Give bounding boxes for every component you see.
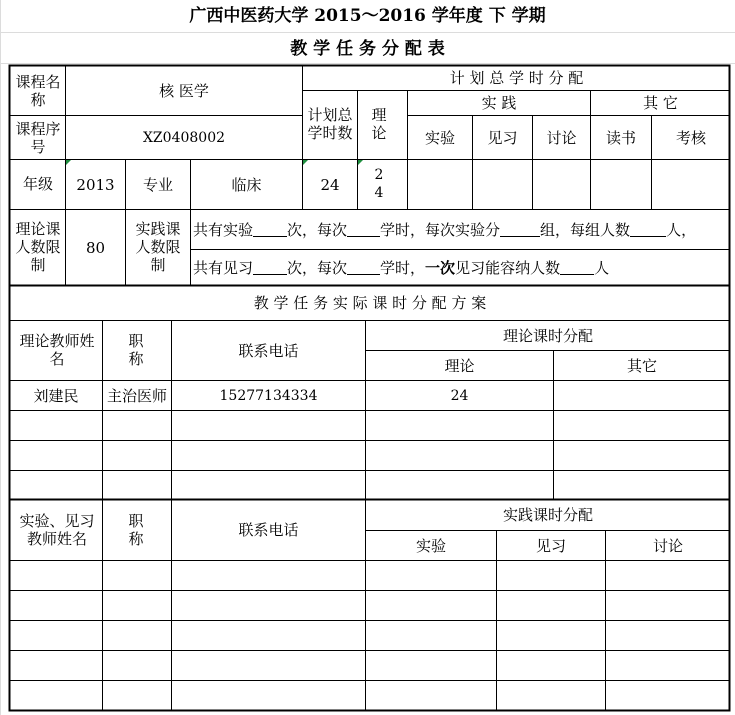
- plan-practice-label: 实 践: [481, 94, 517, 112]
- theory-teacher-label: 理论教师姓名: [19, 332, 95, 368]
- experiment-groups-blank[interactable]: [500, 222, 540, 237]
- plan-total-value[interactable]: 24: [320, 175, 340, 194]
- observe-note-text: 见习能容纳人数: [455, 258, 561, 277]
- observe-note-text: 一次: [425, 258, 456, 277]
- experiment-note-text: 学时，每次实验分: [380, 220, 501, 239]
- theory-phone-label: 联系电话: [238, 341, 299, 360]
- grade-label: 年级: [22, 175, 53, 193]
- course-code-label: 课程序号: [15, 119, 61, 156]
- teacher-phone-cell[interactable]: 15277134334: [219, 387, 318, 404]
- observe-note-text: 次，每次: [287, 258, 348, 277]
- grade-value[interactable]: 2013: [76, 175, 115, 194]
- experiment-col-label: 实验: [415, 536, 446, 555]
- teacher-other-hours-cell[interactable]: [554, 381, 730, 410]
- comment-marker-icon: [358, 160, 363, 165]
- observe-note-text: 学时，: [380, 258, 426, 277]
- observe-capacity-blank[interactable]: [560, 260, 594, 275]
- experiment-note-text: 组，每组人数: [540, 220, 631, 239]
- course-code-value[interactable]: XZ0408002: [142, 129, 226, 146]
- plan-observe-label: 见习: [487, 128, 518, 147]
- observe-count-blank[interactable]: [253, 260, 287, 275]
- page-title: 广西中医药大学 2015～2016 学年度 下 学期: [189, 6, 546, 26]
- discussion-col-label: 讨论: [652, 536, 683, 555]
- observe-note: [193, 250, 730, 285]
- page-subtitle: 教 学 任 务 分 配 表: [290, 39, 445, 59]
- course-name-label: 课程名称: [15, 73, 61, 109]
- actual-plan-header: 教 学 任 务 实 际 课 时 分 配 方 案: [253, 294, 487, 312]
- theory-limit-label: 理论课人数限制: [15, 220, 61, 274]
- plan-experiment-label: 实验: [424, 128, 455, 147]
- practice-phone-label: 联系电话: [238, 521, 299, 539]
- experiment-hours-blank[interactable]: [347, 222, 380, 237]
- theory-col-label: 理论: [444, 356, 475, 375]
- observe-hours-blank[interactable]: [347, 260, 380, 275]
- experiment-note-text: 次，每次: [287, 220, 348, 239]
- plan-theory-label: 理论: [371, 106, 387, 142]
- plan-header: 计 划 总 学 时 分 配: [449, 69, 584, 87]
- practice-limit-label: 实践课人数限制: [135, 220, 181, 274]
- plan-discussion-label: 讨论: [546, 128, 577, 147]
- experiment-count-blank[interactable]: [253, 222, 287, 237]
- theory-title-label: 职称: [128, 332, 144, 368]
- experiment-note-text: 人，: [666, 220, 697, 239]
- plan-total-label: 计划总学时数: [307, 106, 353, 142]
- observe-col-label: 见习: [535, 536, 566, 555]
- major-value[interactable]: 临床: [231, 175, 262, 194]
- teacher-title-cell[interactable]: 主治医师: [106, 386, 167, 405]
- experiment-note-text: 共有实验: [193, 220, 254, 239]
- teacher-theory-hours-cell[interactable]: 24: [450, 387, 469, 404]
- practice-dist-label: 实践课时分配: [502, 506, 593, 524]
- experiment-size-blank[interactable]: [630, 222, 666, 237]
- plan-theory-value[interactable]: 24: [374, 167, 384, 201]
- observe-note-text: 共有见习: [193, 258, 254, 277]
- plan-exam-label: 考核: [675, 128, 706, 147]
- course-name-value[interactable]: 核 医学: [159, 81, 209, 100]
- other-col-label: 其它: [626, 356, 657, 375]
- practice-teacher-label: 实验、见习教师姓名: [19, 512, 95, 548]
- teacher-name-cell[interactable]: 刘建民: [33, 386, 79, 405]
- practice-title-label: 职称: [128, 512, 144, 548]
- plan-other-label: 其 它: [643, 94, 678, 112]
- theory-limit-value[interactable]: 80: [85, 238, 106, 257]
- experiment-note: [193, 210, 730, 249]
- plan-reading-label: 读书: [605, 128, 636, 147]
- theory-dist-label: 理论课时分配: [502, 326, 593, 345]
- major-label: 专业: [142, 175, 173, 194]
- observe-note-text: 人: [594, 258, 610, 277]
